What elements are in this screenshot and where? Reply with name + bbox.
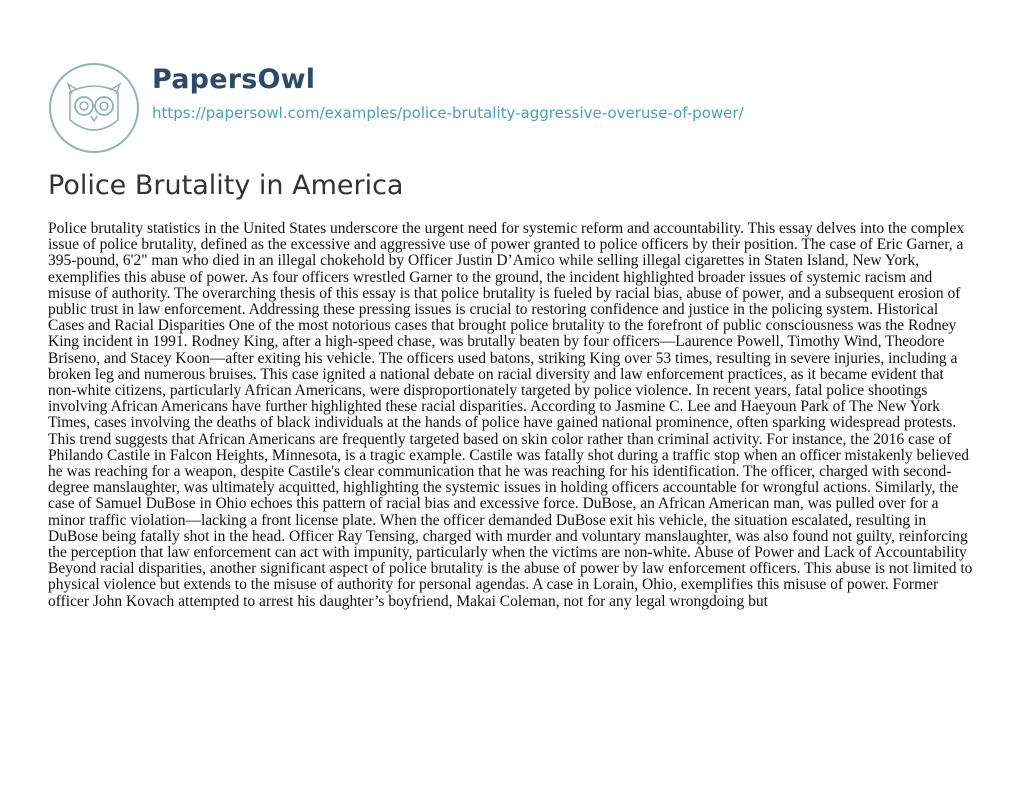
essay-title: Police Brutality in America <box>48 170 404 201</box>
essay-body: Police brutality statistics in the United States underscore the urgent need for systemic reform and accountability. This essay delves into the complex issue of police brutality, defined as the excessive and aggressive use of power granted to police officers by their position. The case of Eric Garner, a 395-pound, 6'2" man who died in an illegal chokehold by Officer Justin D’Amico while selling illegal cigarettes in Staten Island, New York, exemplifies this abuse of power. As four officers wrestled Garner to the ground, the incident highlighted broader issues of systemic racism and misuse of authority. The overarching thesis of this essay is that police brutality is fueled by racial bias, abuse of power, and a subsequent erosion of public trust in law enforcement. Addressing these pressing issues is crucial to restoring confidence and justice in the policing system. Historical Cases and Racial Disparities One of the most notorious cases that brought police brutality to the forefront of public consciousness was the Rodney King incident in 1991. Rodney King, after a high-speed chase, was brutally beaten by four officers—Laurence Powell, Timothy Wind, Theodore Briseno, and Stacey Koon—after exiting his vehicle. The officers used batons, striking King over 53 times, resulting in severe injuries, including a broken leg and numerous bruises. This case ignited a national debate on racial diversity and law enforcement practices, as it became evident that non-white citizens, particularly African Americans, were disproportionately targeted by police violence. In recent years, fatal police shootings involving African Americans have further highlighted these racial disparities. According to Jasmine C. Lee and Haeyoun Park of The New York Times, cases involving the deaths of black individuals at the hands of police have gained national prominence, often sparking widespread protests. This trend suggests that African Americans are frequently targeted based on skin color rather than criminal activity. For instance, the 2016 case of Philando Castile in Falcon Heights, Minnesota, is a tragic example. Castile was fatally shot during a traffic stop when an officer mistakenly believed he was reaching for a weapon, despite Castile's clear communication that he was reaching for his identification. The officer, charged with second-degree manslaughter, was ultimately acquitted, highlighting the systemic issues in holding officers accountable for wrongful actions. Similarly, the case of Samuel DuBose in Ohio echoes this pattern of racial bias and excessive force. DuBose, an African American man, was pulled over for a minor traffic violation—lacking a front license plate. When the officer demanded DuBose exit his vehicle, the situation escalated, resulting in DuBose being fatally shot in the head. Officer Ray Tensing, charged with murder and voluntary manslaughter, was also found not guilty, reinforcing the perception that law enforcement can act with impunity, particularly when the victims are non-white. Abuse of Power and Lack of Accountability Beyond racial disparities, another significant aspect of police brutality is the abuse of power by law enforcement officers. This abuse is not limited to physical violence but extends to the misuse of authority for personal agendas. A case in Lorain, Ohio, exemplifies this misuse of power. Former officer John Kovach attempted to arrest his daughter’s boyfriend, Makai Coleman, not for any legal wrongdoing but <box>48 220 973 610</box>
owl-logo-icon <box>48 62 140 154</box>
brand-name[interactable]: PapersOwl <box>152 64 316 95</box>
source-url-link[interactable]: https://papersowl.com/examples/police-brutality-aggressive-overuse-of-power/ <box>152 104 744 122</box>
